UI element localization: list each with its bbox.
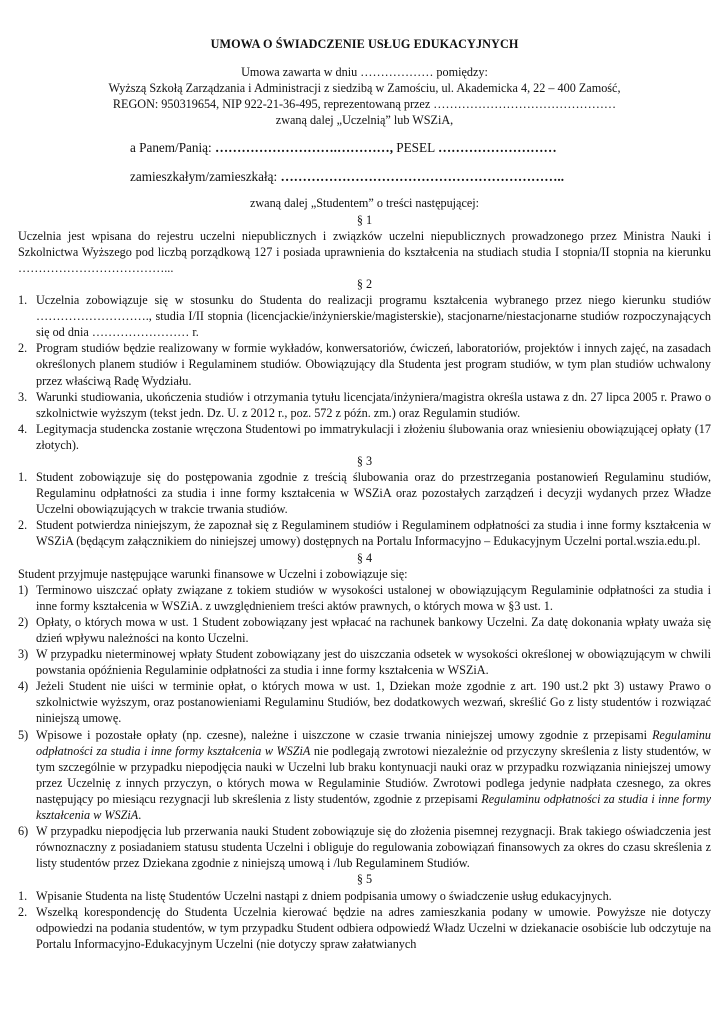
pesel-blank: ……………………… — [437, 140, 557, 156]
list-item: 4. Legitymacja studencka zostanie wręczona Studentowi po immatrykulacji i złożeniu ślubowania oraz wniesieniu obowiązującej opłaty (17 złotych). — [18, 421, 711, 452]
list-item: 4) Jeżeli Student nie uiści w terminie opłat, o których mowa w ust. 1, Dziekan może zgodnie z art. 190 ust.2 pkt 3) ustawy Prawo o szkolnictwie wyższym, oraz postanowieniami Regulaminu Studiów, bez dodatkowych wezwań, skreślić Go z listy studentów i rozwiązać niniejszą umowę. — [18, 679, 711, 726]
intro-line-2: Wyższą Szkołą Zarządzania i Administracji z siedzibą w Zamościu, ul. Akademicka 4, 22 – 400 Zamość, — [108, 81, 621, 96]
section-2-list — [18, 292, 711, 453]
list-item: 2. Student potwierdza niniejszym, że zapoznał się z Regulaminem studiów i Regulaminem odpłatności za studia i inne formy kształcenia w WSZiA (będącym załącznikiem do niniejszej umowy) dostępnych na Portalu Informacyjno – Edukacyjnym Uczelni portal.wszia.edu.pl. — [18, 518, 711, 549]
list-item: 5) Wpisowe i pozostałe opłaty (np. czesne), należne i uiszczone w czasie trwania niniejszej umowy zgodnie z przepisami Regulaminu odpłatności za studia i inne formy kształcenia w WSZiA nie podlegają zwrotowi niezależnie od przyczyny skreślenia z listy studentów, w tym szczególnie w przypadku niepodjęcia nauki w Uczelni lub braku kontynuacji nauki oraz w przypadku rozwiązania niniejszej umowy przez Uczelnię z innych przyczyn, o których mowa w Regulaminie Studiów. Zwrotowi podlega jedynie nadpłata czesnego, za okres następujący po miesiącu rezygnacji lub skreślenia z listy studentów, zgodnie z przepisami Regulaminu odpłatności za studia i inne formy kształcenia w WSZiA. — [18, 727, 711, 823]
regulation-title-italic: Regulaminu odpłatności za studia i inne formy kształcenia w WSZiA — [36, 791, 711, 823]
list-item: 2) Opłaty, o których mowa w ust. 1 Student zobowiązany jest wpłacać na rachunek bankowy Uczelni. Za datę dokonania wpłaty uważa się dzień wpływu należności na konto Uczelni. — [18, 614, 711, 645]
list-item: 3) W przypadku nieterminowej wpłaty Student zobowiązany jest do uiszczania odsetek w wysokości określonej w obowiązującym w chwili powstania opóźnienia Regulaminie odpłatności za studia i inne formy kształcenia w WSZiA. — [18, 647, 711, 678]
section-1-text: Uczelnia jest wpisana do rejestru uczelni niepublicznych i związków uczelni niepublicznych prowadzonego przez Ministra Nauki i Szkolnictwa Wyższego pod liczbą porządkową 127 i posiada uprawnienia do kształcenia na studiach studia I stopnia/II stopnia na kierunku ………………………………... — [18, 228, 711, 275]
list-item: 1) Terminowo uiszczać opłaty związane z tokiem studiów w wysokości ustalonej w obowiązującym Regulaminie odpłatności za studia i inne formy kształcenia w WSZiA. z uwzględnieniem treści aktów prawnych, o których mowa w §3 ust. 1. — [18, 582, 711, 613]
section-3-heading: § 3 — [356, 453, 373, 468]
list-item: 6) W przypadku niepodjęcia lub przerwania nauki Student zobowiązuje się do złożenia pisemnej rezygnacji. Brak takiego oświadczenia jest równoznaczny z posiadaniem statusu studenta Uczelni i obliguje do regulowania zobowiązań finansowych za okres do czasu skreślenia z listy studentów przez Dziekana zgodnie z niniejszą umową i /lub Regulaminem Studiów. — [18, 824, 711, 871]
intro-line-4: zwaną dalej „Uczelnią” lub WSZiA, — [275, 113, 454, 128]
pesel-label: PESEL — [396, 140, 438, 156]
section-2-heading: § 2 — [356, 276, 373, 291]
address-blank: ……………………………………………………….. — [280, 169, 565, 185]
list-item: 2. Wszelką korespondencję do Studenta Uczelnia kierować będzie na adres zamieszkania podany w umowie. Powyższe nie dotyczy odpowiedzi na podania studentów, w tym przypadku Student odbiera odpowiedź Władz Uczelni w dziekanacie osobiście lub odczytuje na Portalu Informacyjno-Edukacyjnym Uczelni (nie dotyczy spraw załatwianych — [18, 904, 711, 951]
list-item: 2. Program studiów będzie realizowany w formie wykładów, konwersatoriów, ćwiczeń, laboratoriów, projektów i innych zajęć, na zasadach określonych planem studiów i Regulaminem studiów. Obowiązujący dla Studenta jest program studiów, w tym plan studiów uchwalony przez właściwą Radę Wydziału. — [18, 341, 711, 388]
section-5-heading: § 5 — [356, 872, 373, 887]
regulation-title-italic: Regulaminu odpłatności za studia i inne formy kształcenia w WSZiA — [36, 727, 711, 758]
section-4-heading: § 4 — [356, 550, 373, 565]
list-item: 1. Student zobowiązuje się do postępowania zgodnie z treścią ślubowania oraz do przestrzegania postanowień Regulaminu studiów, Regulaminu odpłatności za studia i inne formy kształcenia w WSZiA oraz pozostałych zarządzeń i decyzji wydanych przez Władze Uczelni obowiązujących w trakcie trwania studiów. — [18, 470, 711, 517]
section-3-list — [18, 469, 711, 549]
party-name-label: a Panem/Panią: — [130, 140, 215, 156]
section-5-list — [18, 888, 711, 952]
list-item: 3. Warunki studiowania, ukończenia studiów i otrzymania tytułu licencjata/inżyniera/magistra określa ustawa z dn. 27 lipca 2005 r. Prawo o szkolnictwie wyższym (tekst jedn. Dz. U. z 2012 r., poz. 572 z późn. zm.) oraz Regulamin studiów. — [18, 389, 711, 420]
student-definition: zwaną dalej „Studentem” o treści następującej: — [249, 196, 480, 211]
party-name-blank: ……………………….…………, — [214, 140, 397, 156]
party-address-line — [18, 167, 711, 187]
section-4-lead: Student przyjmuje następujące warunki finansowe w Uczelni i zobowiązuje się: — [18, 566, 408, 581]
intro-line-3: REGON: 950319654, NIP 922-21-36-495, reprezentowaną przez ……………………………………… — [112, 97, 617, 112]
intro-line-1: Umowa zawarta w dniu ……………… pomiędzy: — [241, 65, 488, 80]
list-item: 1. Uczelnia zobowiązuje się w stosunku do Studenta do realizacji programu kształcenia wybranego przez niego kierunku studiów ………………………., studia I/II stopnia (licencjackie/inżynierskie/magisterskie), stacjonarne/niestacjonarne studiów rozpoczynających się od dnia …………………… r. — [18, 293, 711, 340]
section-1-heading: § 1 — [356, 212, 373, 227]
address-label: zamieszkałym/zamieszkałą: — [130, 169, 281, 185]
list-item: 1. Wpisanie Studenta na listę Studentów Uczelni nastąpi z dniem podpisania umowy o świadczenie usług edukacyjnych. — [18, 888, 612, 903]
section-4-list — [18, 582, 711, 872]
document-title: UMOWA O ŚWIADCZENIE USŁUG EDUKACYJNYCH — [210, 37, 519, 51]
party-name-pesel-line — [18, 138, 711, 158]
